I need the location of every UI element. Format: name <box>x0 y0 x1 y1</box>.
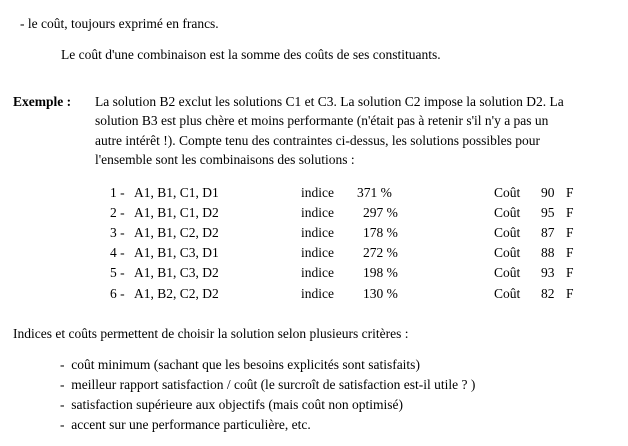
row-number: 6 - <box>110 286 125 301</box>
list-item <box>60 357 420 373</box>
example-label: Exemple : <box>13 94 72 109</box>
criteria-intro: Indices et coûts permettent de choisir la solution selon plusieurs critères : <box>13 326 409 341</box>
bullet-dash: - <box>60 417 72 432</box>
row-number: 3 - <box>110 225 125 240</box>
criterion-text: coût minimum (sachant que les besoins explicités sont satisfaits) <box>71 357 420 372</box>
row-cout-label: Coût <box>494 286 521 301</box>
row-currency: F <box>566 185 574 200</box>
row-indice-value: 130 % <box>363 286 398 301</box>
table-row <box>0 223 628 243</box>
criterion-text: satisfaction supérieure aux objectifs (mais coût non optimisé) <box>71 397 404 412</box>
row-combination: A1, B1, C3, D2 <box>134 265 219 280</box>
row-currency: F <box>566 265 574 280</box>
example-text-line-1: La solution B2 exclut les solutions C1 et C3. La solution C2 impose la solution D2. La <box>95 94 564 109</box>
row-currency: F <box>566 225 574 240</box>
row-number: 4 - <box>110 245 125 260</box>
row-cout-label: Coût <box>494 225 521 240</box>
table-row <box>0 263 628 283</box>
table-row <box>0 203 628 223</box>
table-row <box>0 284 628 304</box>
row-number: 1 - <box>110 185 125 200</box>
row-indice-value: 371 % <box>357 185 392 200</box>
row-cout-label: Coût <box>494 265 521 280</box>
row-number: 2 - <box>110 205 125 220</box>
row-indice-label: indice <box>301 286 334 301</box>
table-row <box>0 183 628 203</box>
cost-definition-line: - le coût, toujours exprimé en francs. <box>20 16 219 31</box>
row-cout-label: Coût <box>494 245 521 260</box>
table-row <box>0 243 628 263</box>
row-cout-label: Coût <box>494 205 521 220</box>
row-combination: A1, B2, C2, D2 <box>134 286 219 301</box>
bullet-dash: - <box>60 357 72 372</box>
row-indice-label: indice <box>301 265 334 280</box>
row-number: 5 - <box>110 265 125 280</box>
row-indice-value: 272 % <box>363 245 398 260</box>
row-currency: F <box>566 205 574 220</box>
bullet-dash: - <box>60 397 72 412</box>
row-indice-label: indice <box>301 205 334 220</box>
row-currency: F <box>566 245 574 260</box>
list-item <box>60 377 475 393</box>
bullet-dash: - <box>60 377 72 392</box>
row-combination: A1, B1, C1, D2 <box>134 205 219 220</box>
row-cout-value: 90 <box>541 185 555 200</box>
row-indice-label: indice <box>301 245 334 260</box>
cost-sum-sentence: Le coût d'une combinaison est la somme des coûts de ses constituants. <box>61 47 441 62</box>
list-item <box>60 397 403 413</box>
row-currency: F <box>566 286 574 301</box>
criterion-text: accent sur une performance particulière, etc. <box>71 417 311 432</box>
example-text-line-4: l'ensemble sont les combinaisons des solutions : <box>95 152 355 167</box>
row-cout-value: 88 <box>541 245 555 260</box>
row-combination: A1, B1, C1, D1 <box>134 185 219 200</box>
row-cout-value: 87 <box>541 225 555 240</box>
criterion-text: meilleur rapport satisfaction / coût (le surcroît de satisfaction est-il utile ? ) <box>71 377 476 392</box>
row-combination: A1, B1, C2, D2 <box>134 225 219 240</box>
row-indice-label: indice <box>301 225 334 240</box>
row-indice-value: 297 % <box>363 205 398 220</box>
row-indice-value: 178 % <box>363 225 398 240</box>
row-combination: A1, B1, C3, D1 <box>134 245 219 260</box>
row-indice-label: indice <box>301 185 334 200</box>
row-cout-value: 95 <box>541 205 555 220</box>
list-item <box>60 417 311 433</box>
example-text-line-3: autre intérêt !). Compte tenu des contraintes ci-dessus, les solutions possibles pour <box>95 133 541 148</box>
example-text-line-2: solution B3 est plus chère et moins performante (n'était pas à retenir s'il n'y a pas un <box>95 113 549 128</box>
row-cout-label: Coût <box>494 185 521 200</box>
row-cout-value: 82 <box>541 286 555 301</box>
row-indice-value: 198 % <box>363 265 398 280</box>
row-cout-value: 93 <box>541 265 555 280</box>
